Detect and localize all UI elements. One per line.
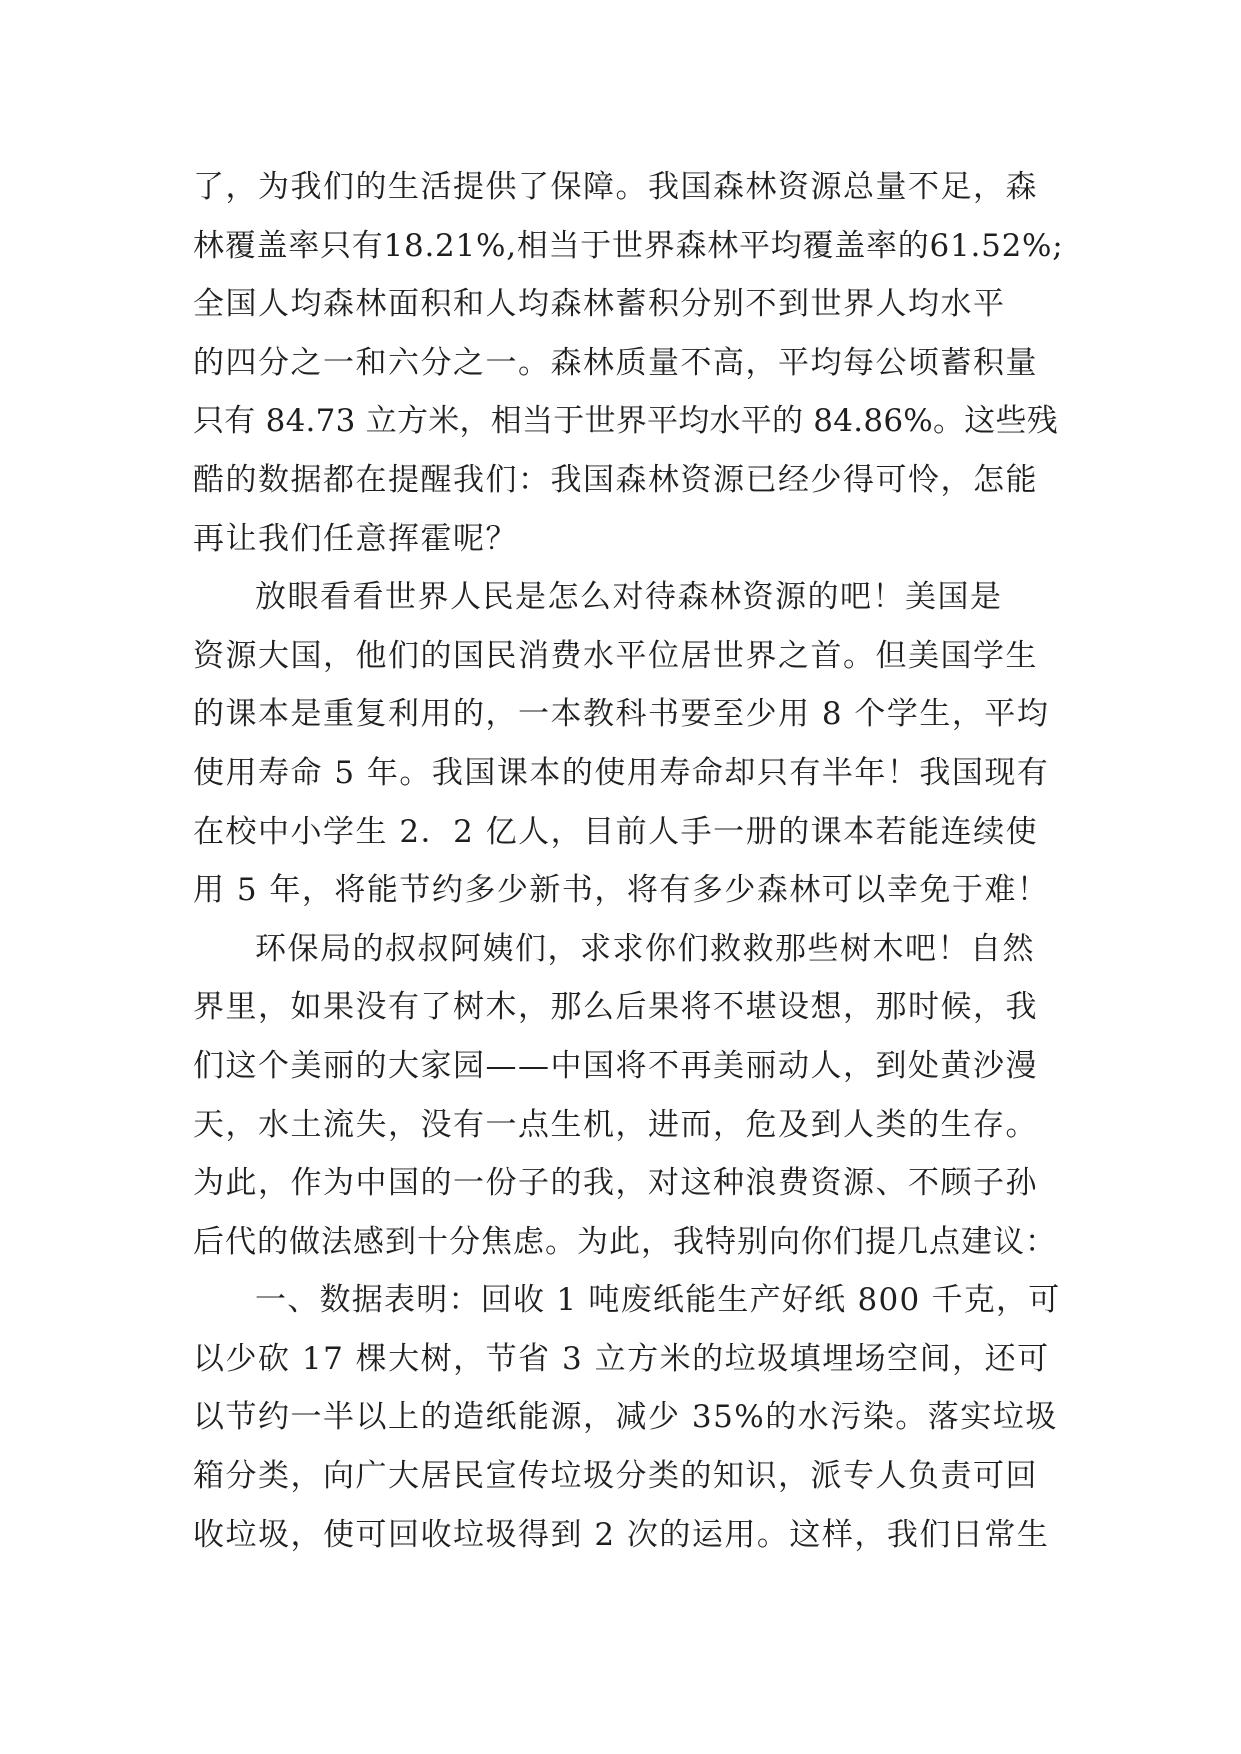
- text-line: 使用寿命 5 年。我国课本的使用寿命却只有半年！我国现有: [193, 754, 1050, 791]
- text-line: 再让我们任意挥霍呢？: [193, 520, 518, 557]
- text-line: 了，为我们的生活提供了保障。我国森林资源总量不足，森: [193, 169, 1038, 205]
- paragraph-first-line: 一、数据表明：回收 1 吨废纸能生产好纸 800 千克，可: [255, 1282, 1061, 1319]
- text-line: 的四分之一和六分之一。森林质量不高，平均每公顷蓄积量: [193, 344, 1038, 381]
- text-line: 资源大国，他们的国民消费水平位居世界之首。但美国学生: [193, 637, 1038, 674]
- text-line: 后代的做法感到十分焦虑。为此，我特别向你们提几点建议：: [193, 1223, 1057, 1260]
- text-line: 界里，如果没有了树木，那么后果将不堪设想，那时候，我: [193, 989, 1038, 1026]
- document-body: [193, 158, 1063, 1564]
- text-line: 林覆盖率只有18.21%,相当于世界森林平均覆盖率的61.52%;: [193, 227, 1064, 264]
- text-line: 以节约一半以上的造纸能源，减少 35%的水污染。落实垃圾: [193, 1399, 1058, 1436]
- text-line: 收垃圾，使可回收垃圾得到 2 次的运用。这样，我们日常生: [193, 1516, 1050, 1553]
- paragraph-first-line: 放眼看看世界人民是怎么对待森林资源的吧！美国是: [255, 579, 1003, 616]
- text-line: 为此，作为中国的一份子的我，对这种浪费资源、不顾子孙: [193, 1165, 1038, 1202]
- text-line: 箱分类，向广大居民宣传垃圾分类的知识，派专人负责可回: [193, 1458, 1038, 1495]
- text-line: 们这个美丽的大家园——中国将不再美丽动人，到处黄沙漫: [193, 1047, 1038, 1084]
- text-line: 只有 84.73 立方米，相当于世界平均水平的 84.86%。这些残: [193, 403, 1059, 440]
- text-line: 以少砍 17 棵大树，节省 3 立方米的垃圾填埋场空间，还可: [193, 1340, 1050, 1377]
- text-line: 在校中小学生 2．2 亿人，目前人手一册的课本若能连续使: [193, 813, 1039, 850]
- text-line: 天，水土流失，没有一点生机，进而，危及到人类的生存。: [193, 1106, 1038, 1143]
- text-line: 酷的数据都在提醒我们：我国森林资源已经少得可怜，怎能: [193, 461, 1038, 498]
- text-line: 的课本是重复利用的，一本教科书要至少用 8 个学生，平均: [193, 696, 1050, 733]
- text-line: 全国人均森林面积和人均森林蓄积分别不到世界人均水平: [193, 286, 1006, 323]
- text-line: 用 5 年，将能节约多少新书，将有多少森林可以幸免于难！: [193, 872, 1050, 909]
- paragraph-first-line: 环保局的叔叔阿姨们，求求你们救救那些树木吧！自然: [255, 930, 1035, 967]
